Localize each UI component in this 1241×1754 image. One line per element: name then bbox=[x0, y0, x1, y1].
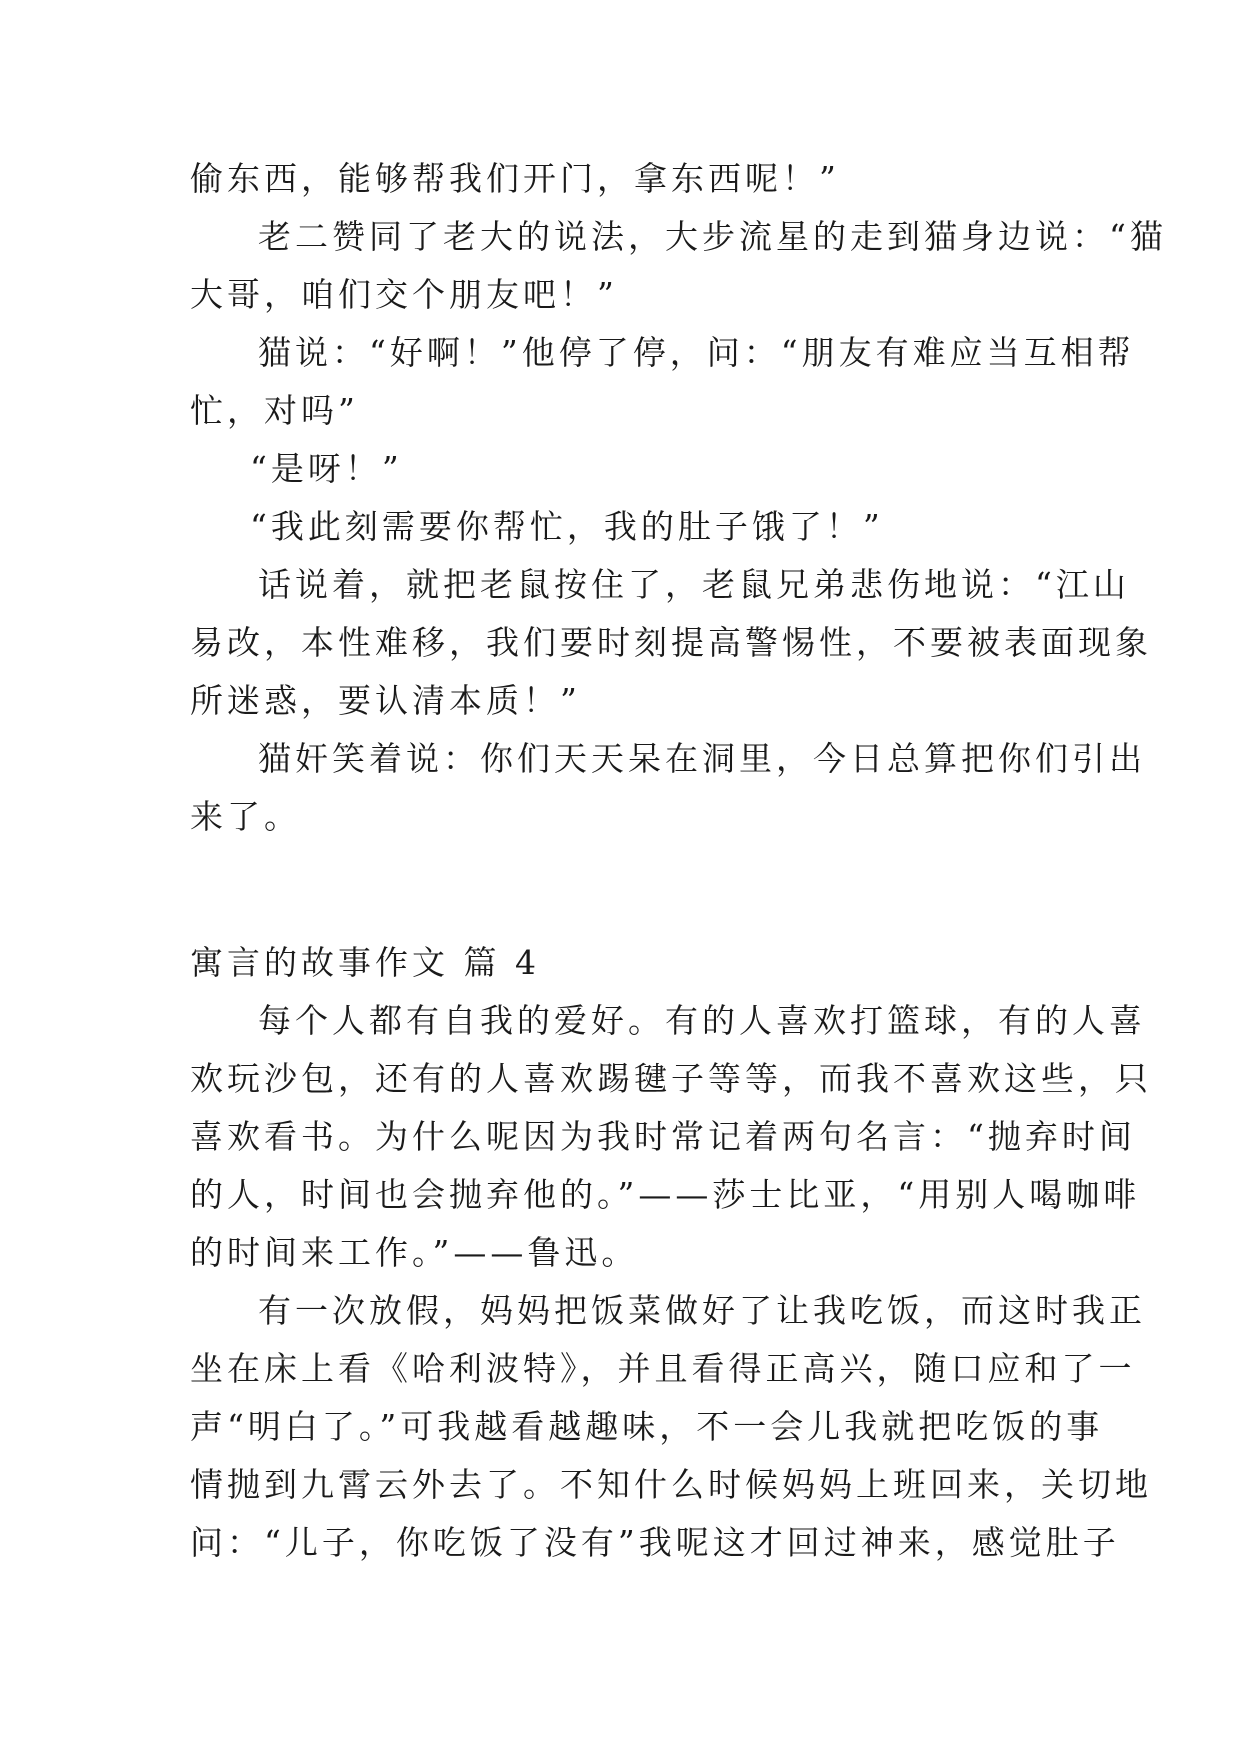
text-line: 声“明白了。”可我越看越趣味，不一会儿我就把吃饭的事 bbox=[190, 1407, 1104, 1446]
text-line: “是呀！” bbox=[250, 449, 403, 488]
text-line: 情抛到九霄云外去了。不知什么时候妈妈上班回来，关切地 bbox=[190, 1465, 1152, 1504]
text-line: 喜欢看书。为什么呢因为我时常记着两句名言：“抛弃时间 bbox=[190, 1117, 1136, 1156]
text-line: 来了。 bbox=[190, 797, 301, 836]
text-line: 的人，时间也会抛弃他的。”——莎士比亚，“用别人喝咖啡 bbox=[190, 1175, 1141, 1214]
text-line: 猫奸笑着说：你们天天呆在洞里，今日总算把你们引出 bbox=[258, 739, 1146, 778]
text-line: 的时间来工作。”——鲁迅。 bbox=[190, 1233, 639, 1272]
document-body bbox=[190, 150, 1167, 1572]
section-heading: 寓言的故事作文 篇 4 bbox=[190, 943, 540, 982]
text-line: 每个人都有自我的爱好。有的人喜欢打篮球，有的人喜 bbox=[258, 1001, 1146, 1040]
text-line: 坐在床上看《哈利波特》，并且看得正高兴，随口应和了一 bbox=[190, 1349, 1136, 1388]
text-line: 所迷惑，要认清本质！” bbox=[190, 681, 581, 720]
text-line: “我此刻需要你帮忙，我的肚子饿了！” bbox=[250, 507, 884, 546]
text-line: 忙，对吗” bbox=[190, 391, 359, 430]
text-line: 有一次放假，妈妈把饭菜做好了让我吃饭，而这时我正 bbox=[258, 1291, 1146, 1330]
text-line: 欢玩沙包，还有的人喜欢踢毽子等等，而我不喜欢这些，只 bbox=[190, 1059, 1152, 1098]
text-line: 猫说：“好啊！”他停了停，问：“朋友有难应当互相帮 bbox=[258, 333, 1135, 372]
text-line: 大哥，咱们交个朋友吧！” bbox=[190, 275, 618, 314]
text-line: 易改，本性难移，我们要时刻提高警惕性，不要被表面现象 bbox=[190, 623, 1152, 662]
text-line: 老二赞同了老大的说法，大步流星的走到猫身边说：“猫 bbox=[258, 217, 1167, 256]
section-gap bbox=[190, 846, 1060, 934]
text-line: 偷东西，能够帮我们开门，拿东西呢！” bbox=[190, 159, 840, 198]
text-line: 问：“儿子，你吃饭了没有”我呢这才回过神来，感觉肚子 bbox=[190, 1523, 1120, 1562]
text-line: 话说着，就把老鼠按住了，老鼠兄弟悲伤地说：“江山 bbox=[258, 565, 1130, 604]
